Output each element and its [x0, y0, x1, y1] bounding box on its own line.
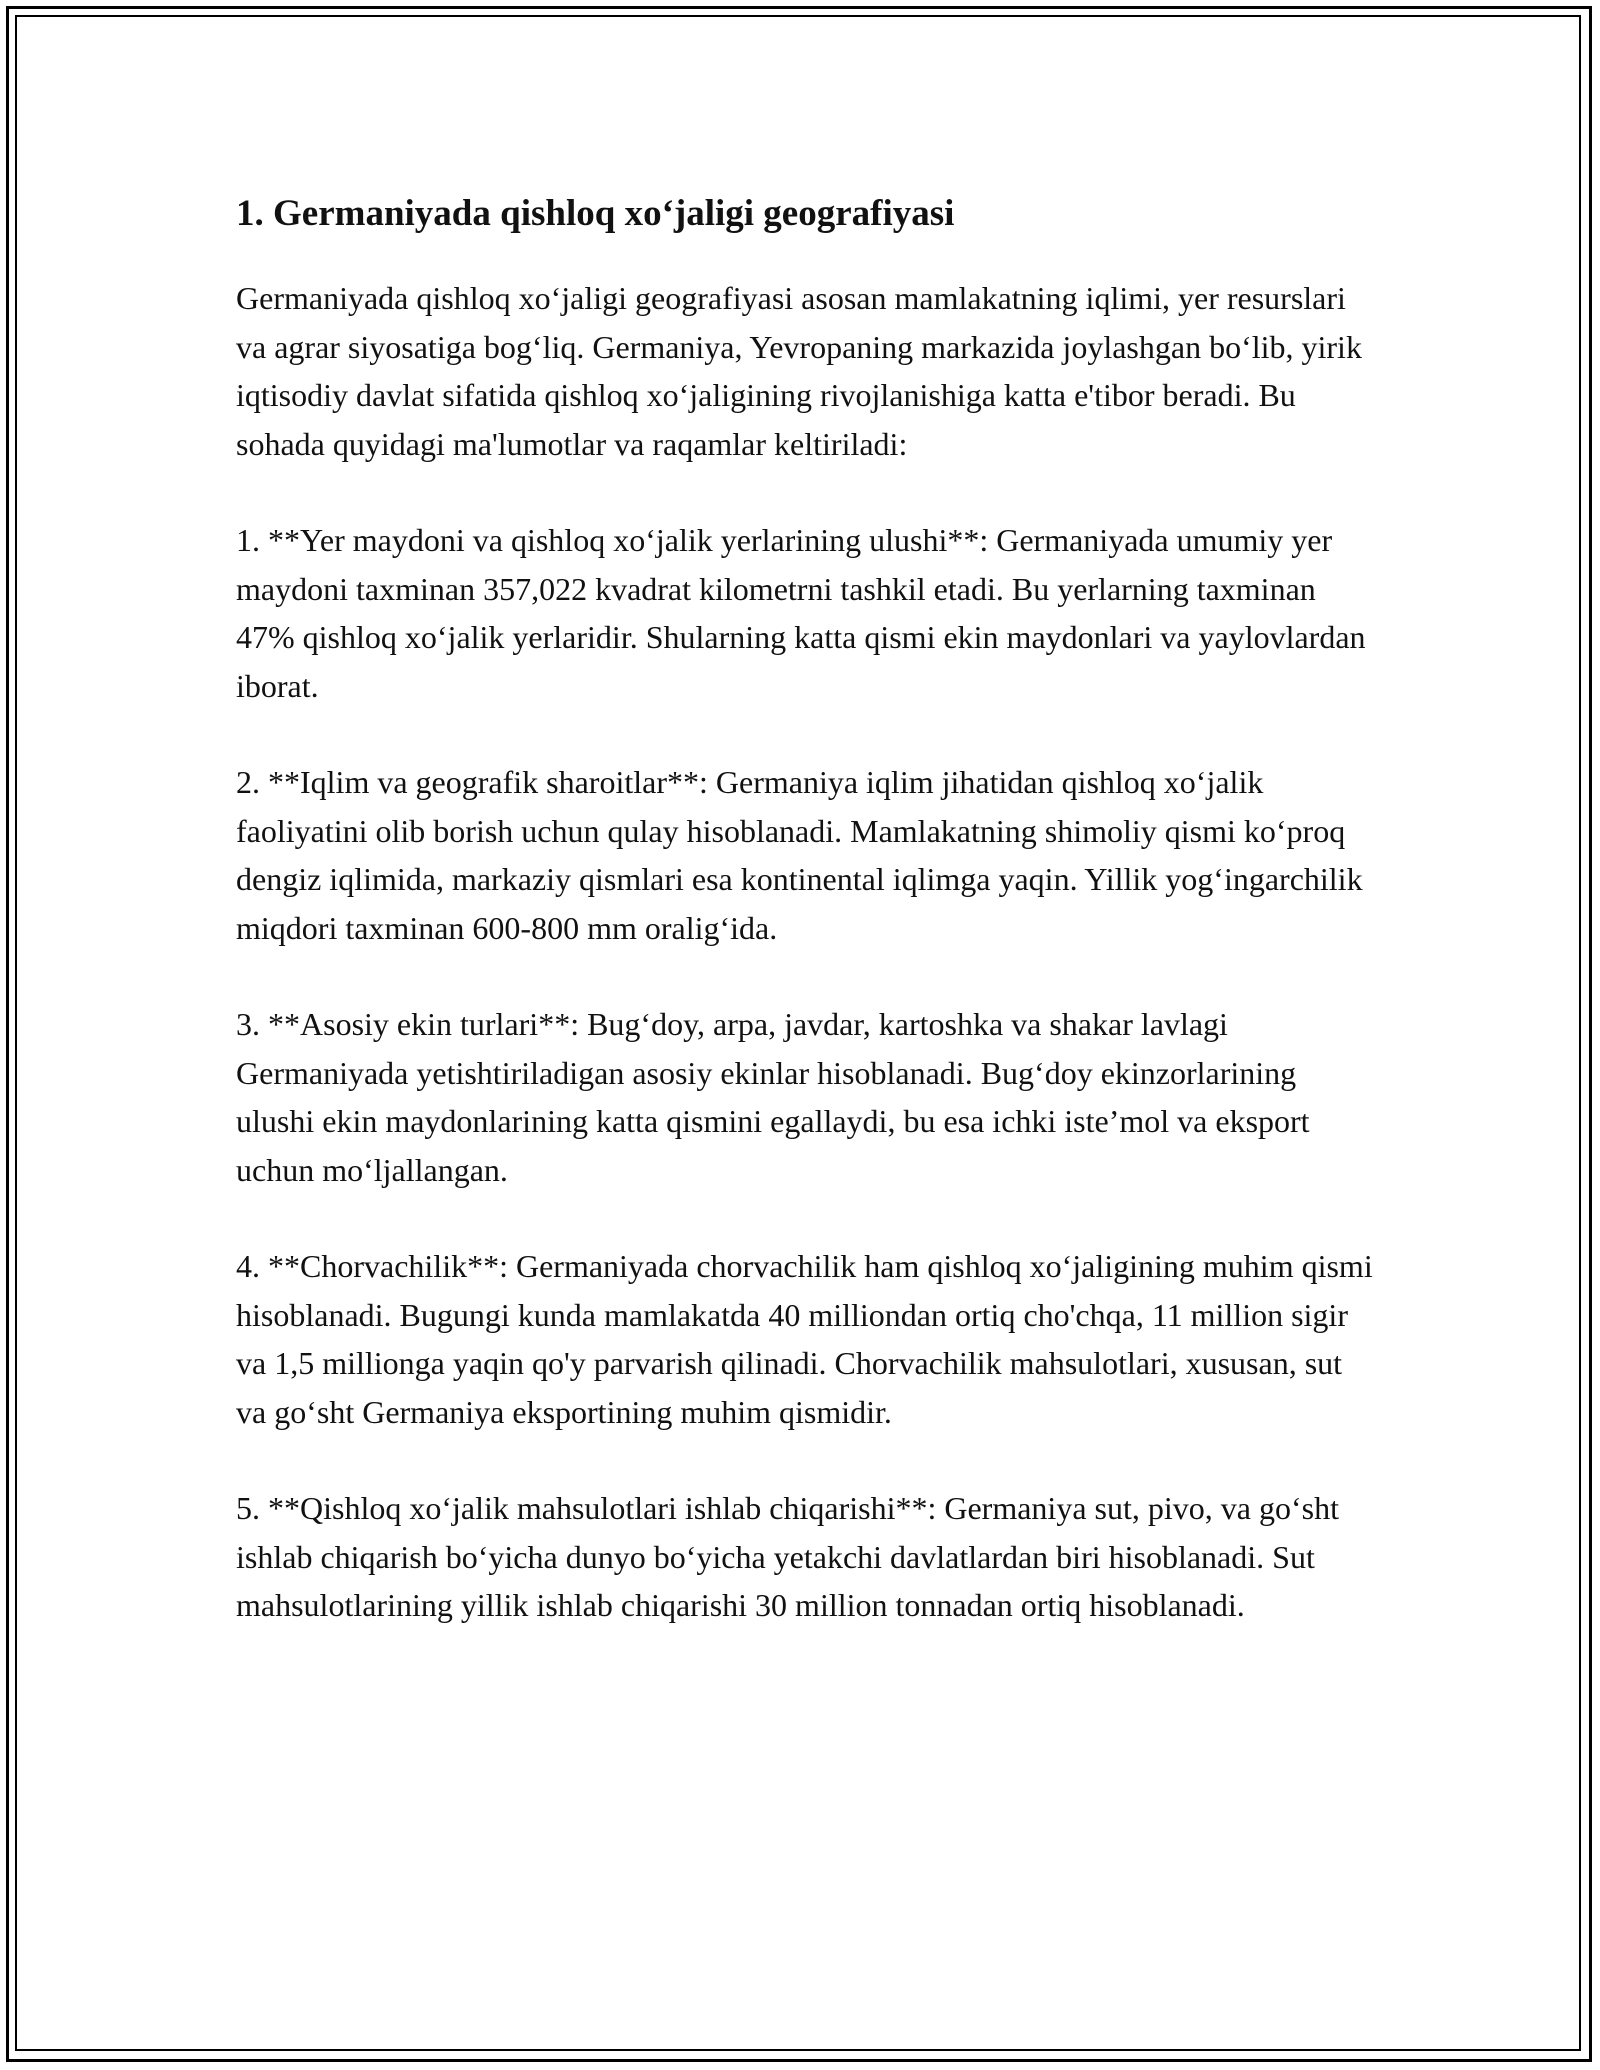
list-item-production: 5. **Qishloq xo‘jalik mahsulotlari ishlab chiqarishi**: Germaniya sut, pivo, va go‘sht ishlab chiqarish bo‘yicha dunyo bo‘yicha yetakchi davlatlardan biri hisoblanadi. Sut mahsulotlarining yillik ishlab chiqarishi 30 million tonnadan ortiq hisoblanadi. [236, 1490, 1339, 1623]
list-item-climate: 2. **Iqlim va geografik sharoitlar**: Germaniya iqlim jihatidan qishloq xo‘jalik faoliyatini olib borish uchun qulay hisoblanadi. Mamlakatning shimoliy qismi ko‘proq dengiz iqlimida, markaziy qismlari esa kontinental iqlimga yaqin. Yillik yog‘ingarchilik miqdori taxminan 600-800 mm oralig‘ida. [236, 764, 1363, 946]
list-item-land-area: 1. **Yer maydoni va qishloq xo‘jalik yerlarining ulushi**: Germaniyada umumiy yer maydoni taxminan 357,022 kvadrat kilometrni tashkil etadi. Bu yerlarning taxminan 47% qishloq xo‘jalik yerlaridir. Shularning katta qismi ekin maydonlari va yaylovlardan iborat. [236, 522, 1366, 704]
list-item-livestock: 4. **Chorvachilik**: Germaniyada chorvachilik ham qishloq xo‘jaligining muhim qismi hisoblanadi. Bugungi kunda mamlakatda 40 milliondan ortiq cho'chqa, 11 million sigir va 1,5 millionga yaqin qo'y parvarish qilinadi. Chorvachilik mahsulotlari, xususan, sut va go‘sht Germaniya eksportining muhim qismidir. [236, 1248, 1373, 1430]
document-heading: 1. Germaniyada qishloq xo‘jaligi geografiyasi [236, 193, 955, 234]
document-body [236, 186, 1376, 1678]
intro-paragraph: Germaniyada qishloq xo‘jaligi geografiyasi asosan mamlakatning iqlimi, yer resurslari va agrar siyosatiga bog‘liq. Germaniya, Yevropaning markazida joylashgan bo‘lib, yirik iqtisodiy davlat sifatida qishloq xo‘jaligining rivojlanishiga katta e'tibor beradi. Bu sohada quyidagi ma'lumotlar va raqamlar keltiriladi: [236, 280, 1362, 462]
list-item-crops: 3. **Asosiy ekin turlari**: Bug‘doy, arpa, javdar, kartoshka va shakar lavlagi Germaniyada yetishtiriladigan asosiy ekinlar hisoblanadi. Bug‘doy ekinzorlarining ulushi ekin maydonlarining katta qismini egallaydi, bu esa ichki iste’mol va eksport uchun mo‘ljallangan. [236, 1006, 1310, 1188]
